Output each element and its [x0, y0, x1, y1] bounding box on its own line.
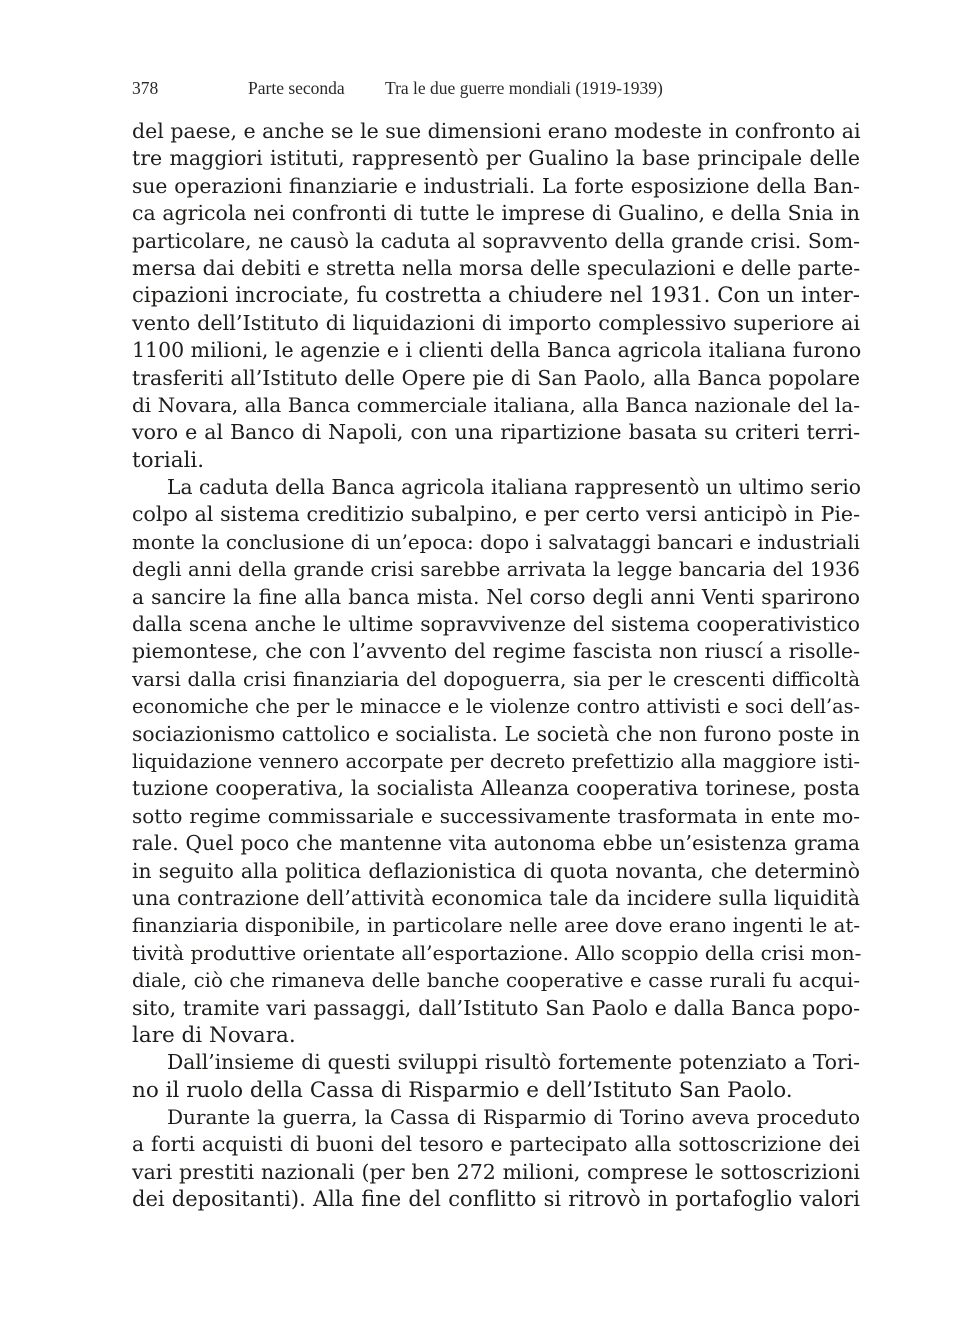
text-line: finanziaria disponibile, in particolare nelle aree dove erano ingenti le at- [132, 914, 860, 938]
text-line: sue operazioni finanziarie e industriali. La forte esposizione della Ban- [132, 173, 860, 198]
text-line: Dall’insieme di questi sviluppi risultò fortemente potenziato a Tori- [167, 1050, 860, 1075]
text-line: monte la conclusione di un’epoca: dopo i salvataggi bancari e industriali [132, 530, 860, 554]
text-line: del paese, e anche se le sue dimensioni erano modeste in confronto ai [132, 119, 861, 143]
text-line: liquidazione vennero accorpate per decreto prefettizio alla maggiore isti- [132, 749, 860, 773]
text-line: colpo al sistema creditizio subalpino, e per certo versi anticipò in Pie- [132, 502, 860, 527]
page-number: 378 [132, 78, 159, 98]
text-line: degli anni della grande crisi sarebbe arrivata la legge bancaria del 1936 [132, 558, 860, 582]
text-line: ca agricola nei confronti di tutte le imprese di Gualino, e della Snia in [132, 201, 860, 226]
text-line: sociazionismo cattolico e socialista. Le società che non furono poste in [132, 721, 860, 746]
text-line: sotto regime commissariale e successivamente trasformata in ente mo- [132, 803, 860, 828]
text-line: una contrazione dell’attività economica tale da incidere sulla liquidità [132, 885, 860, 910]
text-line: tività produttive orientate all’esportazione. Allo scoppio della crisi mon- [132, 940, 862, 965]
text-line: varsi dalla crisi finanziaria del dopoguerra, sia per le crescenti difficoltà [132, 667, 860, 691]
text-line: mersa dai debiti e stretta nella morsa delle speculazioni e delle parte- [132, 255, 861, 280]
text-line: a forti acquisti di buoni del tesoro e partecipato alla sottoscrizione dei [132, 1132, 860, 1157]
text-line: sito, tramite vari passaggi, dall’Istituto San Paolo e dalla Banca popo- [132, 995, 860, 1020]
text-line: lare di Novara. [132, 1022, 296, 1048]
text-line: dei depositanti). Alla fine del conflitto si ritrovò in portafoglio valori [132, 1187, 860, 1212]
text-line: dalla scena anche le ultime sopravvivenze del sistema cooperativistico [132, 612, 860, 637]
text-line: tuzione cooperativa, la socialista Alleanza cooperativa torinese, posta [132, 776, 860, 801]
header-part: Parte seconda [248, 78, 345, 98]
text-line: di Novara, alla Banca commerciale italiana, alla Banca nazionale del la- [132, 392, 860, 417]
text-line: in seguito alla politica deflazionistica di quota novanta, che determinò [132, 858, 860, 883]
header-title: Tra le due guerre mondiali (1919-1939) [385, 78, 663, 98]
text-line: rale. Quel poco che mantenne vita autonoma ebbe un’esistenza grama [132, 831, 860, 856]
text-line: trasferiti all’Istituto delle Opere pie di San Paolo, alla Banca popolare [132, 365, 860, 390]
text-line: Durante la guerra, la Cassa di Risparmio di Torino aveva proceduto [167, 1105, 860, 1130]
text-line: a sancire la fine alla banca mista. Nel corso degli anni Venti sparirono [132, 584, 860, 609]
text-line: tre maggiori istituti, rappresentò per Gualino la base principale delle [132, 146, 860, 171]
text-line: no il ruolo della Cassa di Risparmio e dell’Istituto San Paolo. [132, 1077, 793, 1103]
text-line: vari prestiti nazionali (per ben 272 milioni, comprese le sottoscrizioni [132, 1159, 860, 1184]
text-line: particolare, ne causò la caduta al sopravvento della grande crisi. Som- [132, 228, 860, 253]
text-line: toriali. [132, 447, 205, 473]
text-line: piemontese, che con l’avvento del regime fascista non riuscí a risolle- [132, 639, 860, 664]
body-text [132, 118, 860, 1214]
text-line: vento dell’Istituto di liquidazioni di importo complessivo superiore ai [132, 310, 860, 335]
text-line: economiche che per le minacce e le violenze contro attivisti e soci dell’as- [132, 695, 860, 719]
text-line: cipazioni incrociate, fu costretta a chiudere nel 1931. Con un inter- [132, 283, 860, 309]
text-line: voro e al Banco di Napoli, con una ripartizione basata su criteri terri- [132, 420, 860, 445]
text-line: La caduta della Banca agricola italiana rappresentò un ultimo serio [167, 475, 861, 500]
text-line: 1100 milioni, le agenzie e i clienti della Banca agricola italiana furono [132, 338, 862, 363]
text-line: diale, ciò che rimaneva delle banche cooperative e casse rurali fu acqui- [132, 969, 860, 993]
